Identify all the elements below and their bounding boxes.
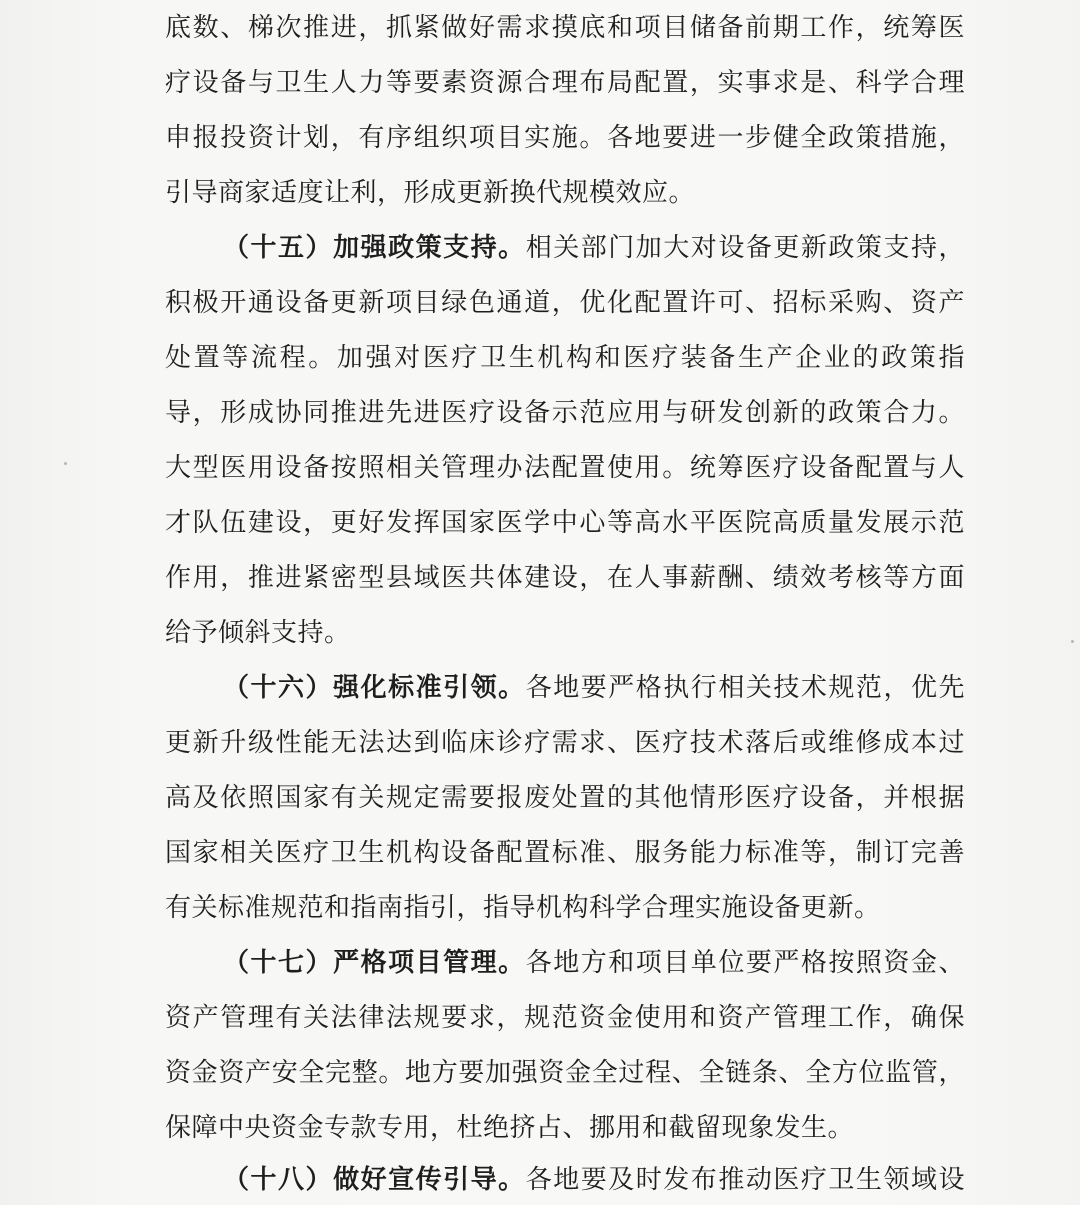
text-line: 给予倾斜支持。 [165,618,351,648]
section-heading: （十五）加强政策支持。 [223,233,526,263]
text-line: 更新升级性能无法达到临床诊疗需求、医疗技术落后或维修成本过 [165,728,965,758]
section-heading: （十六）强化标准引领。 [223,673,526,703]
section-15-first-line [223,228,965,268]
text-line: 底数、梯次推进，抓紧做好需求摸底和项目储备前期工作，统筹医 [165,13,965,43]
section-16-first-line [223,668,965,708]
text-line: 才队伍建设，更好发挥国家医学中心等高水平医院高质量发展示范 [165,508,965,538]
scan-speck [64,462,67,465]
text-line: 处置等流程。加强对医疗卫生机构和医疗装备生产企业的政策指 [165,343,965,373]
text-line: 导，形成协同推进先进医疗设备示范应用与研发创新的政策合力。 [165,398,965,428]
text-line: 申报投资计划，有序组织项目实施。各地要进一步健全政策措施， [165,123,965,153]
text-run: 各地方和项目单位要严格按照资金、 [525,948,965,978]
text-run: 各地要严格执行相关技术规范，优先 [525,673,965,703]
text-line: 作用，推进紧密型县域医共体建设，在人事薪酬、绩效考核等方面 [165,563,965,593]
section-17-first-line [223,943,965,983]
section-18-first-line [223,1160,965,1200]
text-line: 积极开通设备更新项目绿色通道，优化配置许可、招标采购、资产 [165,288,965,318]
text-line: 引导商家适度让利，形成更新换代规模效应。 [165,178,696,208]
text-line: 保障中央资金专款专用，杜绝挤占、挪用和截留现象发生。 [165,1113,855,1143]
scan-speck [1071,640,1074,643]
section-heading: （十八）做好宣传引导。 [223,1165,526,1195]
text-line: 资产管理有关法律法规要求，规范资金使用和资产管理工作，确保 [165,1003,965,1033]
section-heading: （十七）严格项目管理。 [223,948,526,978]
text-line: 国家相关医疗卫生机构设备配置标准、服务能力标准等，制订完善 [165,838,965,868]
text-line: 资金资产安全完整。地方要加强资金全过程、全链条、全方位监管， [165,1058,965,1088]
text-line: 大型医用设备按照相关管理办法配置使用。统筹医疗设备配置与人 [165,453,965,483]
text-line: 有关标准规范和指南指引，指导机构科学合理实施设备更新。 [165,893,881,923]
text-line: 高及依照国家有关规定需要报废处置的其他情形医疗设备，并根据 [165,783,965,813]
text-run: 各地要及时发布推动医疗卫生领域设 [525,1165,965,1195]
text-line: 疗设备与卫生人力等要素资源合理布局配置，实事求是、科学合理 [165,68,965,98]
text-run: 相关部门加大对设备更新政策支持， [525,233,965,263]
